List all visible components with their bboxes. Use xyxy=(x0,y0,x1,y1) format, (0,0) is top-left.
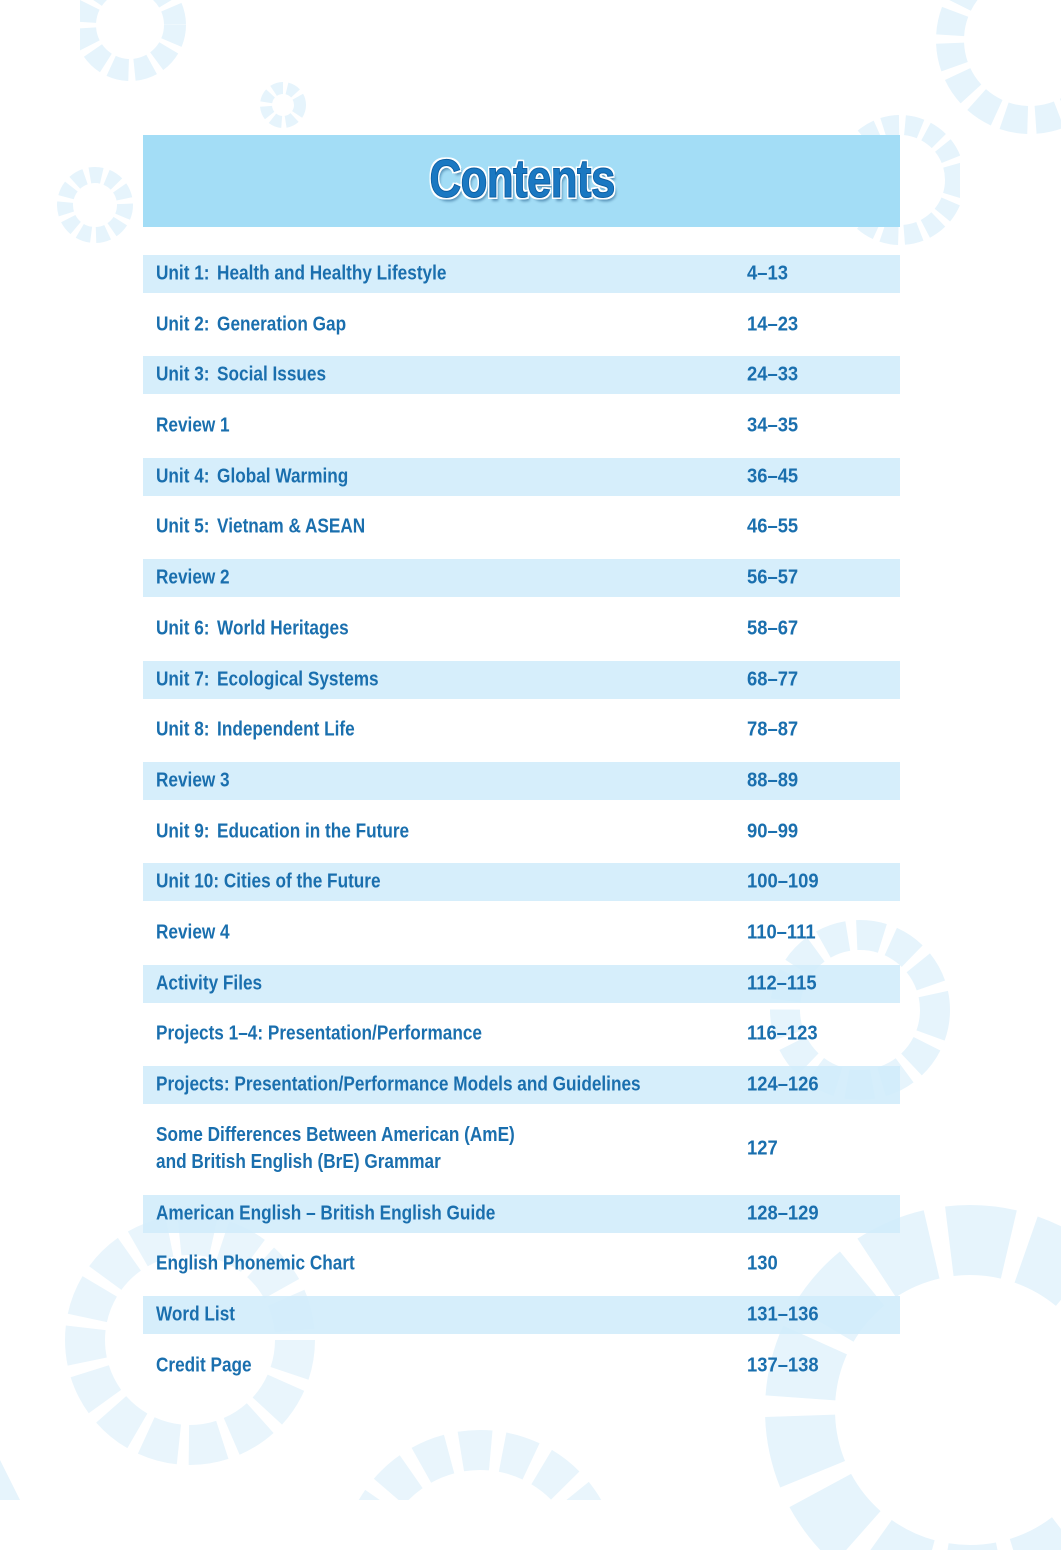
page-range-text: 112–115 xyxy=(747,972,817,995)
entry-title: Review 2 xyxy=(156,566,230,589)
toc-entry-label-text xyxy=(156,565,230,592)
entry-title: Education in the Future xyxy=(217,820,410,843)
entry-title: Some Differences Between American (AmE) xyxy=(156,1123,515,1146)
toc-entry-label-text xyxy=(156,1302,235,1329)
entry-title: Review 1 xyxy=(156,414,230,437)
page-range-text: 137–138 xyxy=(747,1354,819,1377)
toc-entry[interactable] xyxy=(143,508,900,546)
toc-entry[interactable] xyxy=(143,762,900,800)
entry-title: Word List xyxy=(156,1303,235,1326)
toc-entry-label-text xyxy=(156,767,230,794)
toc-entry-label xyxy=(156,1072,720,1099)
toc-entry[interactable] xyxy=(143,1347,900,1385)
page-range xyxy=(747,1074,825,1097)
gear-ring-icon xyxy=(330,1400,630,1500)
entry-title: English Phonemic Chart xyxy=(156,1252,355,1275)
toc-entry[interactable] xyxy=(143,356,900,394)
toc-entry-label xyxy=(156,514,399,541)
page-range-text: 110–111 xyxy=(747,921,816,944)
page-range xyxy=(747,1304,825,1327)
page-range-text: 34–35 xyxy=(747,414,799,437)
toc-entry[interactable] xyxy=(143,1015,900,1053)
entry-title: World Heritages xyxy=(217,617,349,640)
page-range xyxy=(747,668,803,691)
toc-entry-label xyxy=(156,1302,248,1329)
toc-entry-label xyxy=(156,869,417,896)
toc-entry-label-text xyxy=(156,1122,515,1176)
gear-ring-icon xyxy=(0,1440,60,1500)
toc-entry[interactable] xyxy=(143,407,900,445)
page-range xyxy=(747,415,803,438)
page-range xyxy=(747,263,792,286)
entry-title: American English – British English Guide xyxy=(156,1202,496,1225)
toc-entry-label-text xyxy=(156,869,381,896)
toc-entry[interactable] xyxy=(143,458,900,496)
page-range xyxy=(747,820,803,843)
entry-title: Projects 1–4: Presentation/Performance xyxy=(156,1022,482,1045)
toc-entry-label-text xyxy=(156,1352,252,1379)
page-range xyxy=(747,1354,825,1377)
page-range-text: 78–87 xyxy=(747,718,799,741)
entry-title: Projects: Presentation/Performance Models and Guidelines xyxy=(156,1073,641,1096)
gear-ring-icon xyxy=(80,0,200,110)
page-range-text: 127 xyxy=(747,1137,778,1160)
toc-entry[interactable] xyxy=(143,965,900,1003)
toc-entry-label xyxy=(156,717,387,744)
toc-entry[interactable] xyxy=(143,1296,900,1334)
decorative-ring-left xyxy=(30,160,140,270)
page-range xyxy=(747,465,803,488)
page-range-text: 88–89 xyxy=(747,769,799,792)
toc-entry-label-text xyxy=(156,1021,482,1048)
toc-entry-label xyxy=(156,311,377,338)
toc-entry[interactable] xyxy=(143,711,900,749)
page-title: Contents xyxy=(428,149,615,209)
page-range-text: 56–57 xyxy=(747,566,799,589)
entry-title: Health and Healthy Lifestyle xyxy=(217,262,447,285)
toc-entry-label xyxy=(156,1122,573,1176)
toc-entry-label xyxy=(156,261,494,288)
page-range xyxy=(747,769,803,792)
toc-entry-label xyxy=(156,463,380,490)
entry-title: Independent Life xyxy=(217,718,355,741)
toc-entry-label xyxy=(156,919,242,946)
page-range xyxy=(747,1137,780,1160)
entry-title: Review 4 xyxy=(156,921,230,944)
page-range-text: 130 xyxy=(747,1252,778,1275)
page-range-text: 14–23 xyxy=(747,313,799,336)
gear-ring-icon xyxy=(30,160,140,270)
toc-entry[interactable] xyxy=(143,1066,900,1104)
toc-entry[interactable] xyxy=(143,1245,900,1283)
page-range-text: 124–126 xyxy=(747,1073,819,1096)
page-range xyxy=(747,719,803,742)
toc-entry-label xyxy=(156,666,415,693)
page-range-text: 58–67 xyxy=(747,617,799,640)
toc-entry-label-text xyxy=(156,1200,495,1227)
page-range xyxy=(747,1253,780,1276)
entry-title: Unit 10: Cities of the Future xyxy=(156,870,381,893)
toc-entry-label xyxy=(156,970,279,997)
unit-number: Unit 9: xyxy=(156,820,210,843)
toc-entry-label xyxy=(156,362,354,389)
decorative-ring-top-center xyxy=(258,60,308,140)
page-range xyxy=(747,313,803,336)
toc-entry[interactable] xyxy=(143,914,900,952)
toc-entry[interactable] xyxy=(143,255,900,293)
title-banner xyxy=(143,135,900,227)
entry-title: Activity Files xyxy=(156,972,263,995)
page-range-text: 36–45 xyxy=(747,465,799,488)
toc-entry-label-text xyxy=(156,615,349,642)
toc-entry-label-text xyxy=(156,1251,355,1278)
toc-entry[interactable] xyxy=(143,661,900,699)
toc-entry-label-text xyxy=(156,1072,641,1099)
page-range-text: 4–13 xyxy=(747,262,788,285)
page-range-text: 128–129 xyxy=(747,1202,819,1225)
unit-number: Unit 1: xyxy=(156,262,210,285)
toc-entry[interactable] xyxy=(143,813,900,851)
decorative-ring-left-bottom-edge xyxy=(0,1440,60,1500)
page-range xyxy=(747,516,803,539)
page-range xyxy=(747,921,822,944)
page-range xyxy=(747,972,823,995)
page-range xyxy=(747,1023,824,1046)
page-range-text: 116–123 xyxy=(747,1022,818,1045)
unit-number: Unit 8: xyxy=(156,718,210,741)
toc-entry-label-text xyxy=(156,717,355,744)
toc-entry-label xyxy=(156,1251,387,1278)
toc-entry-label-text xyxy=(156,413,230,440)
toc-entry-label-text xyxy=(156,261,446,288)
entry-title-line2: and British English (BrE) Grammar xyxy=(156,1150,441,1173)
toc-entry[interactable] xyxy=(143,559,900,597)
unit-number: Unit 4: xyxy=(156,465,210,488)
entry-title: Ecological Systems xyxy=(217,668,379,690)
page-range-text: 46–55 xyxy=(747,515,799,538)
page-range-text: 131–136 xyxy=(747,1303,819,1326)
page-range-text: 100–109 xyxy=(747,870,819,893)
toc-entry-label-text xyxy=(156,666,379,693)
toc-entry-label-text xyxy=(156,514,365,541)
toc-entry-label-text xyxy=(156,362,326,389)
unit-number: Unit 3: xyxy=(156,363,210,386)
page-range xyxy=(747,364,803,387)
toc-entry[interactable] xyxy=(143,863,900,901)
page-range xyxy=(747,617,803,640)
page-range xyxy=(747,1202,825,1225)
table-of-contents xyxy=(143,255,900,1397)
toc-entry-label-text xyxy=(156,970,262,997)
toc-entry-label-text xyxy=(156,919,230,946)
entry-title: Social Issues xyxy=(217,363,327,386)
toc-entry-label-text xyxy=(156,463,348,490)
gear-ring-icon xyxy=(920,0,1061,160)
toc-entry-label-text xyxy=(156,818,409,845)
page-range xyxy=(747,871,825,894)
decorative-ring-top-left xyxy=(80,0,200,110)
toc-entry-label xyxy=(156,615,380,642)
unit-number: Unit 5: xyxy=(156,515,210,538)
entry-title: Vietnam & ASEAN xyxy=(217,515,366,538)
toc-entry[interactable] xyxy=(143,1195,900,1233)
unit-number: Unit 6: xyxy=(156,617,210,640)
page-range-text: 24–33 xyxy=(747,363,799,386)
toc-entry-label xyxy=(156,1021,535,1048)
gear-ring-icon xyxy=(258,60,308,140)
toc-entry-label xyxy=(156,1352,267,1379)
toc-entry-label xyxy=(156,767,242,794)
entry-title: Generation Gap xyxy=(217,313,347,336)
toc-entry[interactable] xyxy=(143,1117,900,1181)
entry-title: Credit Page xyxy=(156,1354,252,1377)
page-range-text: 68–77 xyxy=(747,668,799,690)
toc-entry-label xyxy=(156,413,242,440)
unit-number: Unit 2: xyxy=(156,313,210,336)
entry-title: Global Warming xyxy=(217,465,349,488)
toc-entry[interactable] xyxy=(143,306,900,344)
unit-number: Unit 7: xyxy=(156,668,210,690)
toc-entry-label xyxy=(156,565,242,592)
entry-title: Review 3 xyxy=(156,769,230,792)
toc-entry-label-text xyxy=(156,311,346,338)
page-range xyxy=(747,567,803,590)
toc-entry[interactable] xyxy=(143,610,900,648)
toc-entry-label xyxy=(156,818,450,845)
decorative-ring-bottom-center xyxy=(330,1400,630,1500)
decorative-ring-top-right xyxy=(920,0,1061,160)
toc-entry-label xyxy=(156,1200,551,1227)
page-range-text: 90–99 xyxy=(747,820,799,843)
